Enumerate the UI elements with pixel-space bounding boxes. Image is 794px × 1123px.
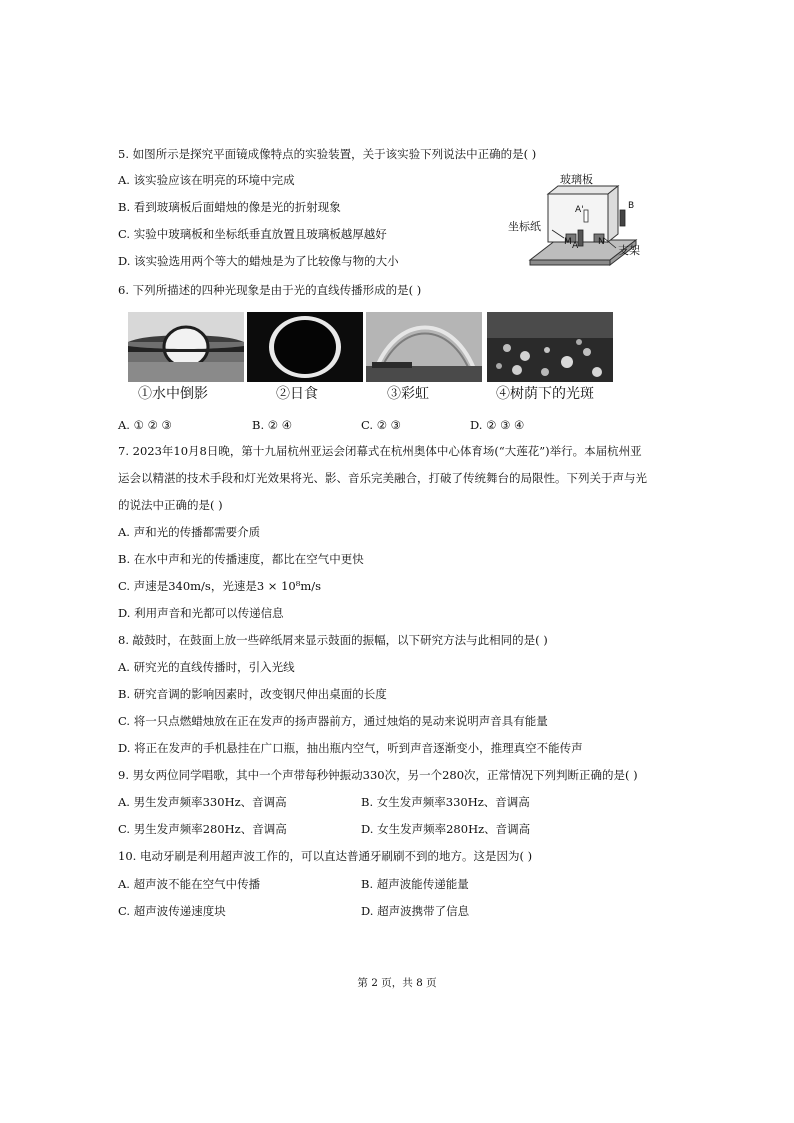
glass-plate-side	[608, 186, 618, 242]
q9-option-d: D. 女生发声频率280Hz、音调高	[361, 822, 531, 836]
q8-option-a: A. 研究光的直线传播时，引入光线	[118, 660, 295, 674]
q10-option-c: C. 超声波传递速度块	[118, 904, 226, 918]
caption-tree-light-spots: ④树荫下的光斑	[496, 386, 594, 402]
photo-tree-light-spots	[487, 312, 613, 382]
point-a-label: A	[572, 241, 579, 251]
glass-plate-label: 玻璃板	[560, 173, 593, 186]
q8-option-c: C. 将一只点燃蜡烛放在正在发声的扬声器前方，通过烛焰的晃动来说明声音具有能量	[118, 714, 548, 728]
base-board-edge	[530, 260, 610, 265]
q7-stem-line3: 的说法中正确的是( )	[118, 498, 223, 512]
page-footer: 第 2 页，共 8 页	[357, 977, 437, 989]
q7-stem-line1: 7. 2023年10月8日晚，第十九届杭州亚运会闭幕式在杭州奥体中心体育场(“大莲花”)举行。本届杭州亚	[118, 444, 642, 458]
point-n-label: N	[598, 237, 605, 247]
q7-option-a: A. 声和光的传播都需要介质	[118, 525, 261, 539]
q10-stem: 10. 电动牙刷是利用超声波工作的，可以直达普通牙刷刷不到的地方。这是因为( )	[118, 849, 533, 863]
q9-option-a: A. 男生发声频率330Hz、音调高	[118, 795, 287, 809]
point-m-label: M	[564, 237, 572, 247]
candle-image-a-prime	[584, 210, 588, 222]
stand-label: 支架	[618, 244, 640, 257]
q9-stem: 9. 男女两位同学唱歌，其中一个声带每秒钟振动330次，另一个280次，正常情况下列判断正确的是( )	[118, 768, 638, 782]
q5-stem: 5. 如图所示是探究平面镜成像特点的实验装置，关于该实验下列说法中正确的是( )	[118, 147, 537, 161]
caption-water-reflection: ①水中倒影	[138, 386, 208, 402]
caption-solar-eclipse: ②日食	[276, 386, 318, 402]
q6-option-a: A. ① ② ③	[118, 418, 172, 432]
photo-rainbow	[366, 312, 482, 382]
q6-option-c: C. ② ③	[361, 418, 401, 432]
q8-stem: 8. 敲鼓时，在鼓面上放一些碎纸屑来显示鼓面的振幅，以下研究方法与此相同的是( )	[118, 633, 548, 647]
q7-option-d: D. 利用声音和光都可以传递信息	[118, 606, 284, 620]
point-a-prime-label: A'	[575, 205, 584, 215]
candle-a	[578, 230, 583, 246]
q5-option-d: D. 该实验选用两个等大的蜡烛是为了比较像与物的大小	[118, 254, 399, 268]
candle-b	[620, 210, 625, 226]
q6-option-d: D. ② ③ ④	[470, 418, 525, 432]
q7-option-b: B. 在水中声和光的传播速度，都比在空气中更快	[118, 552, 364, 566]
q10-option-b: B. 超声波能传递能量	[361, 877, 469, 891]
q5-option-a: A. 该实验应该在明亮的环境中完成	[118, 173, 295, 187]
q9-option-b: B. 女生发声频率330Hz、音调高	[361, 795, 530, 809]
q10-option-d: D. 超声波携带了信息	[361, 904, 470, 918]
coordinate-paper-label: 坐标纸	[508, 220, 541, 233]
point-b-label: B	[628, 201, 635, 211]
q8-option-d: D. 将正在发声的手机悬挂在广口瓶，抽出瓶内空气，听到声音逐渐变小，推理真空不能传声	[118, 741, 583, 755]
q8-option-b: B. 研究音调的影响因素时，改变钢尺伸出桌面的长度	[118, 687, 387, 701]
mirror-experiment-diagram	[508, 172, 640, 268]
q6-stem: 6. 下列所描述的四种光现象是由于光的直线传播形成的是( )	[118, 283, 422, 297]
photo-water-reflection	[128, 312, 244, 382]
q5-option-c: C. 实验中玻璃板和坐标纸垂直放置且玻璃板越厚越好	[118, 227, 387, 241]
q5-option-b: B. 看到玻璃板后面蜡烛的像是光的折射现象	[118, 200, 341, 214]
glass-plate-top	[548, 186, 618, 194]
q6-option-b: B. ② ④	[252, 418, 293, 432]
caption-rainbow: ③彩虹	[387, 386, 429, 402]
q9-option-c: C. 男生发声频率280Hz、音调高	[118, 822, 287, 836]
photo-solar-eclipse	[247, 312, 363, 382]
q10-option-a: A. 超声波不能在空气中传播	[118, 877, 261, 891]
q7-option-c: C. 声速是340m/s，光速是3 × 10⁸m/s	[118, 579, 322, 593]
q7-stem-line2: 运会以精湛的技术手段和灯光效果将光、影、音乐完美融合，打破了传统舞台的局限性。下列关于声与光	[118, 471, 647, 485]
